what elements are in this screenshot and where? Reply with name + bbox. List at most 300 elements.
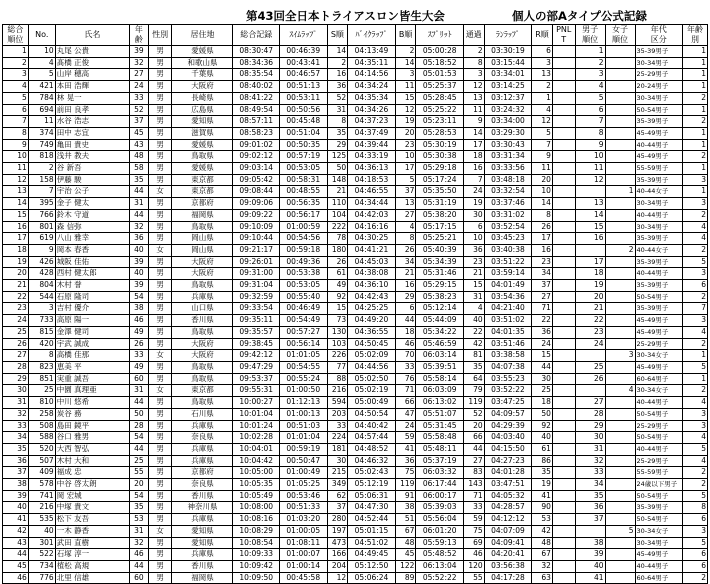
cell-swim-rank: 204	[327, 560, 348, 572]
cell-age: 54	[130, 432, 149, 444]
cell-age-group-rank: 3	[683, 268, 708, 280]
cell-female-rank	[605, 81, 635, 93]
cell-swim-rank: 49	[327, 280, 348, 292]
cell-name: 石原 隆司	[55, 291, 129, 303]
cell-penalty	[552, 338, 575, 350]
cell-age-group: 25-29男子	[635, 420, 683, 432]
cell-age-group-rank: 3	[683, 420, 708, 432]
cell-penalty	[552, 537, 575, 549]
cell-swim-lap: 01:00:13	[279, 408, 327, 420]
cell-run-lap: 03:31:34	[484, 151, 532, 163]
cell-split-rank: 22	[463, 326, 484, 338]
cell-age-group: 55-59男子	[635, 163, 683, 175]
cell-age: 36	[130, 233, 149, 245]
cell-male-rank: 27	[575, 397, 605, 409]
cell-bib-number: 11	[28, 116, 55, 128]
document-subtitle: 個人の部Aタイプ公式記録	[512, 9, 647, 23]
cell-female-rank	[605, 373, 635, 385]
cell-split: 05:31:45	[416, 420, 464, 432]
cell-split-rank: 52	[463, 408, 484, 420]
cell-split-rank: 4	[463, 303, 484, 315]
cell-female-rank	[605, 57, 635, 69]
cell-residence: 大阪府	[172, 256, 233, 268]
cell-residence: 香川県	[172, 560, 233, 572]
cell-age: 31	[130, 198, 149, 210]
cell-swim-lap: 00:55:24	[279, 373, 327, 385]
cell-female-rank: 1	[605, 186, 635, 198]
cell-swim-lap: 01:00:49	[279, 467, 327, 479]
cell-swim-rank: 12	[327, 572, 348, 584]
cell-penalty	[552, 455, 575, 467]
cell-residence: 京都府	[172, 198, 233, 210]
cell-male-rank: 29	[575, 420, 605, 432]
header-swim-lap: ｽｲﾑﾗｯﾌﾟ	[279, 25, 327, 46]
cell-run-rank: 37	[532, 280, 553, 292]
cell-swim-lap: 00:59:18	[279, 244, 327, 256]
cell-run-rank: 44	[532, 361, 553, 373]
cell-bike-lap: 04:44:56	[348, 361, 396, 373]
table-row	[3, 514, 708, 526]
cell-age: 46	[130, 549, 149, 561]
cell-penalty	[552, 397, 575, 409]
cell-total-time: 09:03:14	[233, 163, 280, 175]
cell-age: 39	[130, 280, 149, 292]
cell-penalty	[552, 420, 575, 432]
cell-bike-lap: 04:16:16	[348, 221, 396, 233]
cell-male-rank: 33	[575, 467, 605, 479]
cell-gender: 男	[148, 537, 172, 549]
cell-split-rank: 13	[463, 92, 484, 104]
cell-overall-rank: 44	[3, 549, 29, 561]
cell-age: 43	[130, 139, 149, 151]
cell-split: 06:13:04	[416, 560, 464, 572]
cell-total-time: 10:09:42	[233, 560, 280, 572]
cell-total-time: 08:40:02	[233, 81, 280, 93]
cell-age: 39	[130, 46, 149, 58]
cell-split: 05:48:52	[416, 549, 464, 561]
cell-bib-number: 578	[28, 479, 55, 491]
table-row	[3, 350, 708, 362]
cell-total-time: 09:09:06	[233, 198, 280, 210]
cell-overall-rank: 30	[3, 385, 29, 397]
cell-age-group-rank: 2	[683, 385, 708, 397]
cell-gender: 女	[148, 350, 172, 362]
cell-name: 岡本 春香	[55, 244, 129, 256]
cell-swim-lap: 00:49:36	[279, 256, 327, 268]
cell-total-time: 10:08:54	[233, 537, 280, 549]
cell-age-group: 50-54男子	[635, 408, 683, 420]
cell-overall-rank: 28	[3, 361, 29, 373]
cell-swim-rank: 166	[327, 549, 348, 561]
cell-name: 恵美 平	[55, 361, 129, 373]
cell-name: 森 信弥	[55, 221, 129, 233]
cell-age-group-rank: 1	[683, 127, 708, 139]
cell-split-rank: 10	[463, 233, 484, 245]
cell-age-group: 40-44男子	[635, 139, 683, 151]
cell-swim-rank: 73	[327, 315, 348, 327]
cell-overall-rank: 20	[3, 268, 29, 280]
cell-female-rank	[605, 151, 635, 163]
cell-gender: 男	[148, 420, 172, 432]
cell-split-rank: 11	[463, 104, 484, 116]
cell-age: 26	[130, 338, 149, 350]
cell-split: 05:52:22	[416, 572, 464, 584]
cell-run-rank: 17	[532, 233, 553, 245]
cell-name: 松下 友吾	[55, 514, 129, 526]
cell-bike-rank: 16	[395, 280, 416, 292]
cell-swim-rank: 16	[327, 69, 348, 81]
cell-bike-lap: 05:12:19	[348, 479, 396, 491]
cell-penalty	[552, 525, 575, 537]
cell-swim-rank: 30	[327, 455, 348, 467]
cell-total-time: 10:05:49	[233, 490, 280, 502]
header-split: ｽﾌﾟﾘｯﾄ	[416, 25, 464, 46]
cell-age: 33	[130, 350, 149, 362]
cell-bike-lap: 05:02:19	[348, 385, 396, 397]
cell-split-rank: 120	[463, 560, 484, 572]
cell-total-time: 08:58:23	[233, 127, 280, 139]
cell-split: 05:28:53	[416, 127, 464, 139]
cell-residence: 奈良県	[172, 479, 233, 491]
cell-age-group: 45-49男子	[635, 315, 683, 327]
cell-age-group-rank: 2	[683, 338, 708, 350]
header-overall-rank: 総合 順位	[3, 25, 29, 46]
cell-female-rank	[605, 127, 635, 139]
header-name: 氏名	[55, 25, 129, 46]
cell-swim-lap: 00:46:49	[279, 303, 327, 315]
cell-split-rank: 20	[463, 420, 484, 432]
table-row	[3, 116, 708, 128]
cell-age-group-rank: 4	[683, 455, 708, 467]
cell-split: 05:58:14	[416, 373, 464, 385]
cell-run-lap: 03:47:25	[484, 397, 532, 409]
cell-bib-number: 25	[28, 385, 55, 397]
cell-male-rank: 24	[575, 338, 605, 350]
cell-female-rank	[605, 209, 635, 221]
table-row	[3, 432, 708, 444]
cell-gender: 男	[148, 139, 172, 151]
cell-age: 35	[130, 174, 149, 186]
cell-split-rank: 75	[463, 525, 484, 537]
cell-total-time: 09:31:00	[233, 268, 280, 280]
cell-split: 05:34:39	[416, 256, 464, 268]
cell-age-group: 30-34女子	[635, 350, 683, 362]
cell-bib-number: 421	[28, 81, 55, 93]
cell-split-rank: 46	[463, 549, 484, 561]
cell-name: 福成 忠	[55, 467, 129, 479]
cell-run-lap: 04:07:09	[484, 525, 532, 537]
cell-total-time: 10:04:01	[233, 443, 280, 455]
cell-run-lap: 04:01:49	[484, 280, 532, 292]
cell-run-lap: 03:52:54	[484, 221, 532, 233]
cell-run-lap: 03:14:25	[484, 81, 532, 93]
cell-bib-number: 851	[28, 373, 55, 385]
cell-gender: 男	[148, 432, 172, 444]
cell-bike-rank: 2	[395, 46, 416, 58]
cell-run-lap: 03:51:22	[484, 256, 532, 268]
cell-age-group: 40-44女子	[635, 244, 683, 256]
cell-bike-lap: 04:34:24	[348, 81, 396, 93]
cell-run-rank: 24	[532, 338, 553, 350]
cell-gender: 男	[148, 81, 172, 93]
cell-age: 48	[130, 151, 149, 163]
cell-run-lap: 04:20:41	[484, 549, 532, 561]
cell-bike-rank: 13	[395, 198, 416, 210]
cell-age: 25	[130, 455, 149, 467]
cell-penalty	[552, 373, 575, 385]
cell-bike-rank: 19	[395, 116, 416, 128]
cell-swim-lap: 00:54:55	[279, 361, 327, 373]
cell-bike-rank: 23	[395, 139, 416, 151]
cell-age-group-rank: 1	[683, 139, 708, 151]
cell-residence: 千葉県	[172, 69, 233, 81]
cell-swim-rank: 36	[327, 81, 348, 93]
cell-penalty	[552, 408, 575, 420]
cell-swim-lap: 01:00:07	[279, 549, 327, 561]
cell-penalty	[552, 572, 575, 584]
cell-swim-lap: 00:57:27	[279, 326, 327, 338]
cell-run-rank: 36	[532, 326, 553, 338]
cell-age: 54	[130, 490, 149, 502]
cell-swim-lap: 01:01:04	[279, 432, 327, 444]
cell-penalty	[552, 303, 575, 315]
cell-name: 伊藤 駿	[55, 174, 129, 186]
cell-swim-lap: 00:46:39	[279, 46, 327, 58]
cell-age-group-rank: 4	[683, 432, 708, 444]
cell-total-time: 08:34:36	[233, 57, 280, 69]
cell-run-rank: 34	[532, 268, 553, 280]
cell-run-rank: 61	[532, 443, 553, 455]
cell-bib-number: 10	[28, 46, 55, 58]
cell-female-rank	[605, 455, 635, 467]
cell-gender: 男	[148, 315, 172, 327]
cell-split: 05:31:19	[416, 198, 464, 210]
cell-age-group-rank: 2	[683, 116, 708, 128]
cell-bike-lap: 04:30:25	[348, 233, 396, 245]
cell-split: 05:40:39	[416, 244, 464, 256]
cell-split-rank: 3	[463, 69, 484, 81]
cell-age-group-rank: 5	[683, 537, 708, 549]
cell-bike-lap: 04:37:23	[348, 116, 396, 128]
cell-name: 中塚 貴文	[55, 502, 129, 514]
cell-bib-number: 508	[28, 420, 55, 432]
cell-bib-number: 733	[28, 315, 55, 327]
cell-age-group-rank: 3	[683, 408, 708, 420]
cell-residence: 東京都	[172, 174, 233, 186]
cell-female-rank	[605, 560, 635, 572]
cell-age: 40	[130, 244, 149, 256]
cell-male-rank: 12	[575, 174, 605, 186]
cell-penalty	[552, 256, 575, 268]
cell-residence: 香川県	[172, 315, 233, 327]
table-row	[3, 209, 708, 221]
cell-age-group: 30-34女子	[635, 385, 683, 397]
cell-bib-number: 7	[28, 186, 55, 198]
cell-name: 金澤 健司	[55, 326, 129, 338]
table-row	[3, 455, 708, 467]
cell-total-time: 10:09:33	[233, 549, 280, 561]
cell-run-rank: 2	[532, 81, 553, 93]
cell-run-lap: 03:33:56	[484, 163, 532, 175]
cell-run-rank: 27	[532, 291, 553, 303]
cell-bib-number: 522	[28, 549, 55, 561]
cell-name: 谷 新吾	[55, 163, 129, 175]
cell-age-group-rank: 2	[683, 209, 708, 221]
cell-total-time: 08:57:11	[233, 116, 280, 128]
cell-female-rank	[605, 315, 635, 327]
cell-bike-rank: 47	[395, 408, 416, 420]
cell-bike-rank: 34	[395, 256, 416, 268]
cell-age-group: 50-54男子	[635, 490, 683, 502]
cell-name: 吉村 優介	[55, 303, 129, 315]
cell-bike-lap: 04:36:13	[348, 163, 396, 175]
cell-overall-rank: 34	[3, 432, 29, 444]
cell-bike-lap: 04:35:11	[348, 57, 396, 69]
cell-name: 中谷 啓太朗	[55, 479, 129, 491]
cell-split: 06:01:20	[416, 525, 464, 537]
cell-split: 05:18:52	[416, 57, 464, 69]
table-row	[3, 57, 708, 69]
cell-overall-rank: 39	[3, 490, 29, 502]
cell-swim-lap: 00:45:48	[279, 116, 327, 128]
cell-gender: 男	[148, 209, 172, 221]
cell-swim-lap: 01:08:11	[279, 537, 327, 549]
cell-bib-number: 409	[28, 467, 55, 479]
cell-bike-rank: 4	[395, 221, 416, 233]
cell-bike-rank: 51	[395, 514, 416, 526]
cell-run-lap: 03:30:19	[484, 46, 532, 58]
cell-bike-rank: 10	[395, 151, 416, 163]
cell-bib-number: 544	[28, 291, 55, 303]
cell-swim-rank: 78	[327, 233, 348, 245]
cell-age-group-rank: 7	[683, 303, 708, 315]
cell-split-rank: 83	[463, 467, 484, 479]
cell-age-group: 45-49男子	[635, 361, 683, 373]
cell-age-group-rank: 4	[683, 326, 708, 338]
cell-bib-number: 520	[28, 443, 55, 455]
cell-split: 05:29:18	[416, 163, 464, 175]
cell-swim-lap: 00:46:57	[279, 69, 327, 81]
cell-age-group: 45-49男子	[635, 127, 683, 139]
cell-overall-rank: 22	[3, 291, 29, 303]
cell-split: 05:25:21	[416, 233, 464, 245]
table-row	[3, 373, 708, 385]
cell-penalty	[552, 151, 575, 163]
cell-age-group-rank: 6	[683, 514, 708, 526]
cell-male-rank: 3	[575, 69, 605, 81]
cell-bike-rank: 29	[395, 291, 416, 303]
cell-penalty	[552, 502, 575, 514]
cell-swim-rank: 226	[327, 350, 348, 362]
cell-male-rank: 7	[575, 116, 605, 128]
cell-gender: 男	[148, 373, 172, 385]
cell-run-rank: 19	[532, 479, 553, 491]
cell-swim-rank: 594	[327, 397, 348, 409]
cell-residence: 愛媛県	[172, 46, 233, 58]
cell-swim-rank: 180	[327, 244, 348, 256]
cell-total-time: 09:09:22	[233, 209, 280, 221]
cell-bike-rank: 12	[395, 104, 416, 116]
cell-overall-rank: 27	[3, 350, 29, 362]
cell-penalty	[552, 116, 575, 128]
cell-age-group-rank: 1	[683, 350, 708, 362]
cell-residence: 愛知県	[172, 537, 233, 549]
cell-swim-lap: 00:53:38	[279, 268, 327, 280]
cell-bike-rank: 38	[395, 502, 416, 514]
cell-gender: 男	[148, 549, 172, 561]
cell-run-lap: 03:34:00	[484, 116, 532, 128]
cell-bib-number: 741	[28, 490, 55, 502]
cell-bike-lap: 04:42:43	[348, 291, 396, 303]
cell-age: 35	[130, 502, 149, 514]
cell-residence: 愛媛県	[172, 163, 233, 175]
cell-bike-lap: 04:46:32	[348, 455, 396, 467]
cell-male-rank: 35	[575, 490, 605, 502]
cell-run-lap: 03:29:30	[484, 127, 532, 139]
cell-female-rank	[605, 479, 635, 491]
cell-name: 亀田 貴史	[55, 139, 129, 151]
cell-bike-lap: 04:13:49	[348, 46, 396, 58]
cell-age-group-rank: 1	[683, 186, 708, 198]
cell-female-rank	[605, 303, 635, 315]
cell-bike-lap: 04:57:44	[348, 432, 396, 444]
cell-run-lap: 03:34:01	[484, 69, 532, 81]
cell-bib-number: 395	[28, 198, 55, 210]
cell-male-rank: 16	[575, 233, 605, 245]
cell-bike-rank: 46	[395, 338, 416, 350]
cell-run-lap: 04:15:50	[484, 443, 532, 455]
cell-total-time: 09:10:44	[233, 233, 280, 245]
cell-age-group: 25-29男子	[635, 338, 683, 350]
cell-bike-rank: 20	[395, 127, 416, 139]
cell-bike-rank: 44	[395, 315, 416, 327]
cell-residence: 石川県	[172, 408, 233, 420]
cell-bike-lap: 05:00:49	[348, 397, 396, 409]
cell-penalty	[552, 443, 575, 455]
cell-gender: 男	[148, 221, 172, 233]
cell-overall-rank: 45	[3, 560, 29, 572]
cell-age-group-rank: 3	[683, 174, 708, 186]
cell-swim-rank: 104	[327, 209, 348, 221]
cell-female-rank	[605, 537, 635, 549]
cell-swim-lap: 00:51:03	[279, 420, 327, 432]
cell-run-rank: 48	[532, 537, 553, 549]
cell-age: 52	[130, 104, 149, 116]
cell-female-rank	[605, 361, 635, 373]
table-row	[3, 69, 708, 81]
cell-bike-rank: 8	[395, 233, 416, 245]
cell-bike-rank: 41	[395, 443, 416, 455]
cell-split-rank: 23	[463, 256, 484, 268]
cell-female-rank	[605, 408, 635, 420]
cell-total-time: 09:01:02	[233, 139, 280, 151]
cell-gender: 男	[148, 69, 172, 81]
cell-name: 鈴木 守道	[55, 209, 129, 221]
cell-penalty	[552, 221, 575, 233]
cell-bike-rank: 36	[395, 455, 416, 467]
cell-gender: 女	[148, 525, 172, 537]
cell-swim-rank: 2	[327, 57, 348, 69]
cell-bike-rank: 27	[395, 209, 416, 221]
cell-gender: 男	[148, 338, 172, 350]
cell-gender: 男	[148, 104, 172, 116]
cell-bike-lap: 04:38:08	[348, 268, 396, 280]
cell-overall-rank: 9	[3, 139, 29, 151]
cell-name: 中川 悠希	[55, 397, 129, 409]
table-row	[3, 186, 708, 198]
cell-split: 05:25:22	[416, 104, 464, 116]
cell-overall-rank: 11	[3, 163, 29, 175]
